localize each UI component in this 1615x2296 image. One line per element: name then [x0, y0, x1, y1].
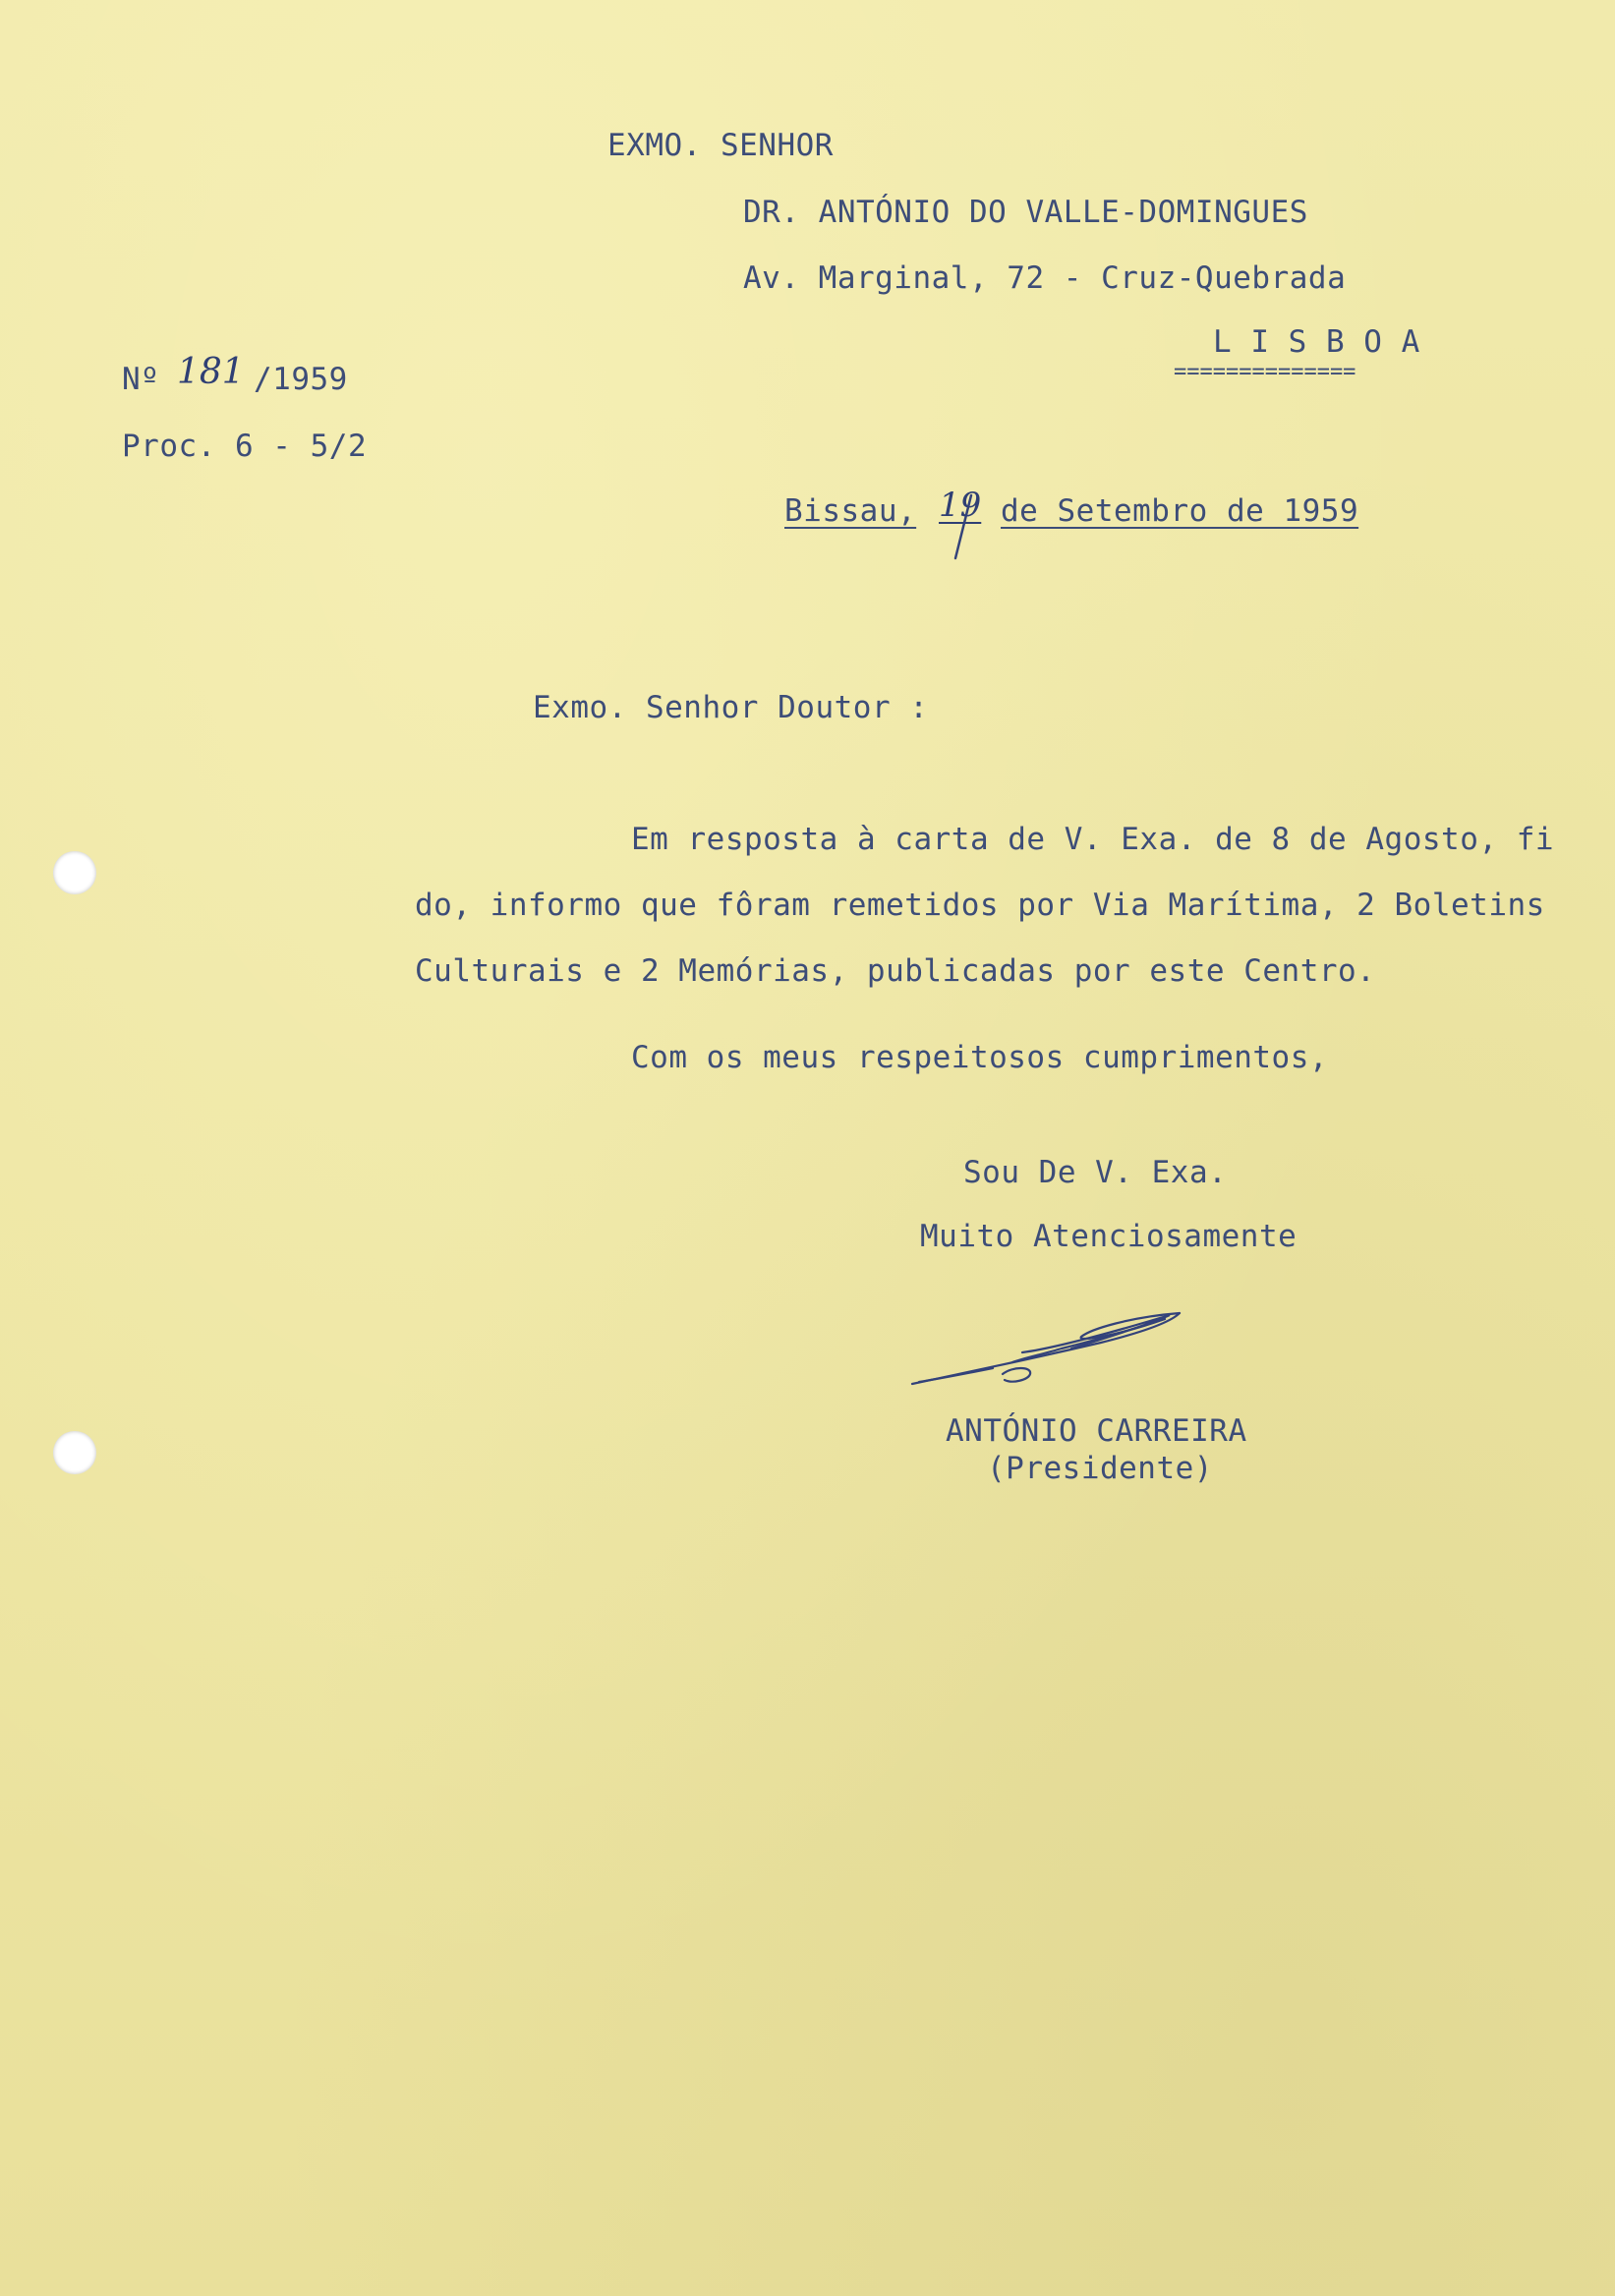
recipient-city-rule: ==============	[1174, 360, 1356, 384]
recipient-name: DR. ANTÓNIO DO VALLE-DOMINGUES	[743, 195, 1308, 230]
date-stroke	[955, 495, 971, 558]
body-line-1: Em resposta à carta de V. Exa. de 8 de Agosto, fi	[631, 822, 1555, 857]
body-line-3: Culturais e 2 Memórias, publicadas por este Centro.	[415, 953, 1376, 989]
reference-number-handwritten: 181	[177, 352, 245, 392]
closing-line-2: Muito Atenciosamente	[920, 1219, 1298, 1254]
date-rest: de Setembro de 1959	[1001, 493, 1359, 529]
body-line-2: do, informo que fôram remetidos por Via Marítima, 2 Boletins	[415, 888, 1545, 923]
reference-number-year: /1959	[254, 362, 348, 397]
recipient-salutation: EXMO. SENHOR	[607, 128, 834, 163]
closing-line-1: Sou De V. Exa.	[963, 1155, 1228, 1190]
reference-process: Proc. 6 - 5/2	[122, 429, 368, 464]
recipient-address: Av. Marginal, 72 - Cruz-Quebrada	[743, 260, 1347, 296]
greeting: Exmo. Senhor Doutor :	[533, 690, 929, 725]
signatory-name: ANTÓNIO CARREIRA	[946, 1413, 1247, 1449]
date-day: 19	[939, 486, 982, 525]
reference-number-label: Nº	[122, 362, 160, 397]
signatory-title: (Presidente)	[987, 1451, 1213, 1486]
recipient-city: L I S B O A	[1213, 324, 1420, 360]
body-line-4: Com os meus respeitosos cumprimentos,	[631, 1040, 1329, 1075]
date-place: Bissau,	[784, 493, 917, 529]
